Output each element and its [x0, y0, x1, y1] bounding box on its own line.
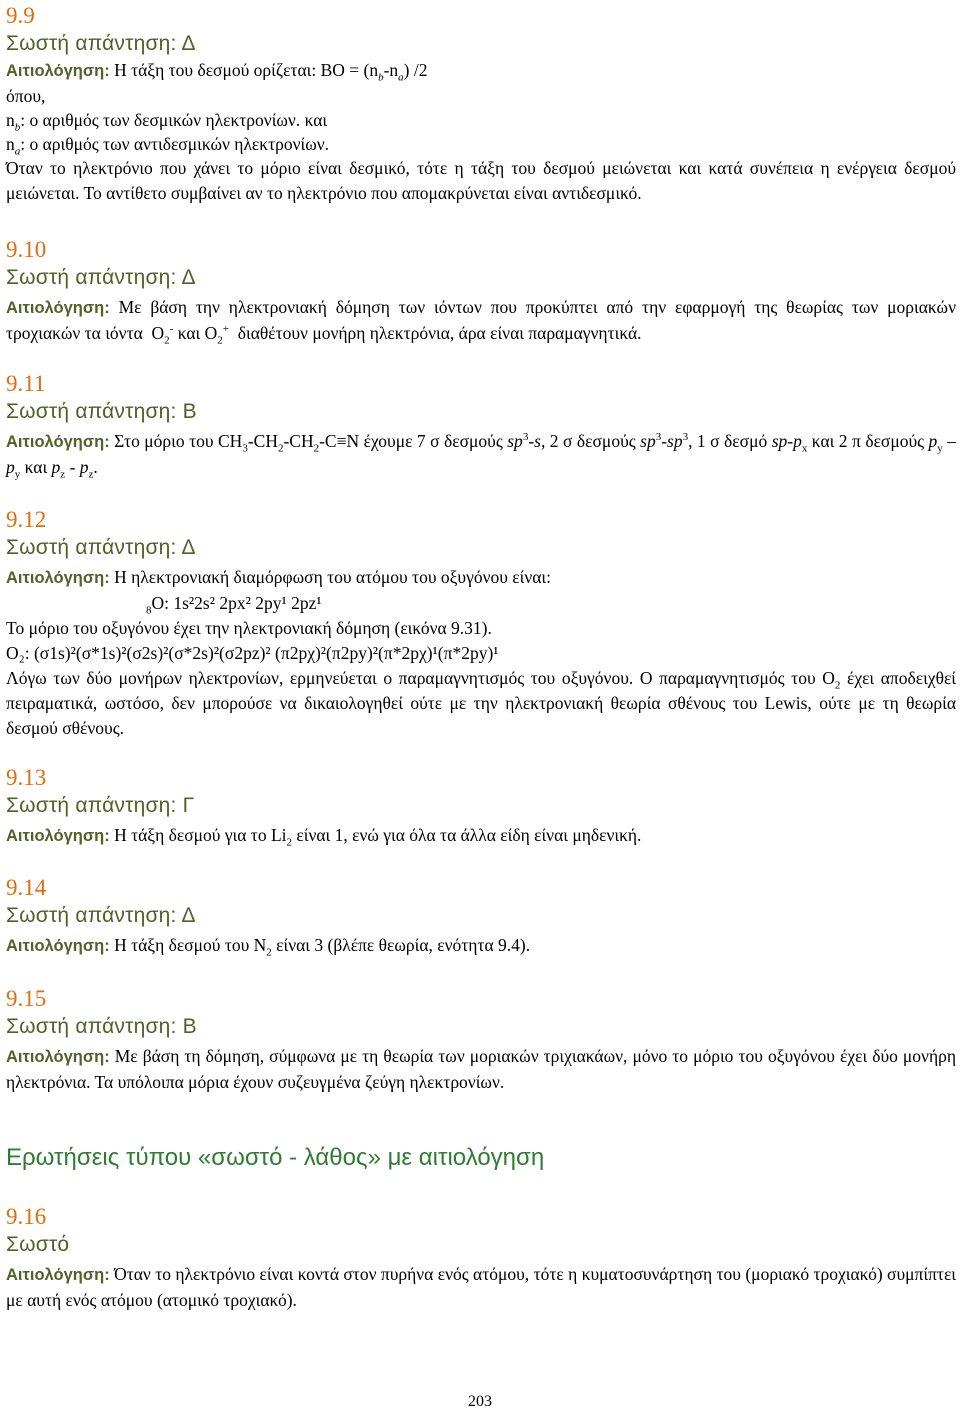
paragraph: Αιτιολόγηση: Με βάση τη δόμηση, σύμφωνα με τη θεωρία των μοριακών τριχιακάων, μόνο το μόριο του οξυγόνου έχει δύο μονήρη ηλεκτρόνια. Τα υπόλοιπα μόρια έχουν συζευγμένα ζεύγη ηλεκτρονίων.	[6, 1046, 957, 1092]
section-number: 9.13	[6, 765, 47, 790]
section-number: 9.10	[6, 237, 47, 262]
correct-answer: Σωστή απάντηση: Γ	[6, 794, 195, 817]
text-line: Αιτιολόγηση: Η τάξη δεσμού για το $Li_2$ είναι 1, ενώ για όλα τα άλλα είδη είναι μηδενική.	[6, 825, 642, 849]
heading-title: Ερωτήσεις τύπου «σωστό - λάθος» με αιτιολόγηση	[6, 1144, 545, 1171]
section-number: 9.12	[6, 507, 47, 532]
correct-answer: Σωστή απάντηση: Β	[6, 400, 197, 423]
electron-configuration: $_8$O: 1s²2s² 2px² 2py¹ 2pz¹	[146, 593, 322, 617]
text-line: $n_a$: ο αριθμός των αντιδεσμικών ηλεκτρονίων.	[6, 134, 330, 158]
text-line: $n_b$: ο αριθμός των δεσμικών ηλεκτρονίων. και	[6, 110, 328, 134]
justification-label: Αιτιολόγηση:	[6, 827, 110, 845]
justification-label: Αιτιολόγηση:	[6, 1266, 110, 1284]
section-9-9	[6, 2, 956, 206]
section-number: 9.15	[6, 986, 47, 1011]
section-number: 9.11	[6, 371, 46, 396]
correct-answer: Σωστή απάντηση: Δ	[6, 266, 196, 289]
section-heading	[6, 1144, 956, 1172]
section-9-13	[6, 764, 956, 849]
paragraph: Όταν το ηλεκτρόνιο που χάνει το μόριο είναι δεσμικό, τότε η τάξη του δεσμού μειώνεται και κατά συνέπεια η ενέργεια δεσμού μειώνεται. Το αντίθετο συμβαίνει αν το ηλεκτρόνιο που απομακρύνεται είναι αντιδεσμικό.	[6, 158, 956, 203]
section-number: 9.9	[6, 3, 35, 28]
justification-label: Αιτιολόγηση:	[6, 569, 110, 587]
text-line: Το μόριο του οξυγόνου έχει την ηλεκτρονιακή δόμηση (εικόνα 9.31).	[6, 618, 492, 638]
section-9-11	[6, 370, 956, 480]
text-line: Αιτιολόγηση: Η ηλεκτρονιακή διαμόρφωση του ατόμου του οξυγόνου είναι:	[6, 567, 551, 587]
paragraph: Αιτιολόγηση: Όταν το ηλεκτρόνιο είναι κοντά στον πυρήνα ενός ατόμου, τότε η κυματοσυνάρτηση του (μοριακό τροχιακό) συμπίπτει με αυτή ενός ατόμου (ατομικό τροχιακό).	[6, 1264, 956, 1310]
justification-label: Αιτιολόγηση:	[6, 299, 110, 317]
section-number: 9.16	[6, 1204, 47, 1229]
mo-configuration: O₂: (σ1s)²(σ*1s)²(σ2s)²(σ*2s)²(σ2pz)² (π2pχ)²(π2py)²(π*2pχ)¹(π*2py)¹	[6, 643, 499, 663]
section-9-15	[6, 985, 956, 1095]
justification-label: Αιτιολόγηση:	[6, 62, 110, 80]
section-9-16	[6, 1203, 956, 1313]
correct-answer: Σωστή απάντηση: Β	[6, 1015, 197, 1038]
section-9-10	[6, 236, 956, 346]
section-9-14	[6, 874, 956, 959]
paragraph: Αιτιολόγηση: Στο μόριο του $CH_3-CH_2-CH_2-C\equiv N$ έχουμε 7 σ δεσμούς $sp^3-s$, 2 σ δεσμούς $sp^3-sp^3$, 1 σ δεσμό $sp-p_x$ και 2 π δεσμούς $p_y - p_y$ και $p_z - p_z$.	[6, 431, 957, 481]
section-9-12	[6, 506, 956, 741]
paragraph: Λόγω των δύο μονήρων ηλεκτρονίων, ερμηνεύεται ο παραμαγνητισμός του οξυγόνου. Ο παραμαγνητισμός του $O_2$ έχει αποδειχθεί πειραματικά, ωστόσο, δεν μπορούσε να δικαιολογηθεί ούτε με την ηλεκτρονιακή θεωρία σθένους του Lewis, ούτε με τη θεωρία δεσμού σθένους.	[6, 668, 957, 738]
justification-label: Αιτιολόγηση:	[6, 937, 110, 955]
justification-label: Αιτιολόγηση:	[6, 433, 110, 451]
correct-answer: Σωστό	[6, 1233, 70, 1256]
page-number: 203	[468, 1393, 492, 1410]
justification-line: Αιτιολόγηση: Η τάξη του δεσμού ορίζεται: $BO = (n_b-n_a)$ /2	[6, 60, 428, 84]
correct-answer: Σωστή απάντηση: Δ	[6, 904, 196, 927]
justification-label: Αιτιολόγηση:	[6, 1048, 110, 1066]
correct-answer: Σωστή απάντηση: Δ	[6, 536, 196, 559]
correct-answer: Σωστή απάντηση: Δ	[6, 32, 196, 55]
section-number: 9.14	[6, 875, 47, 900]
text-line: Αιτιολόγηση: Η τάξη δεσμού του $N_2$ είναι 3 (βλέπε θεωρία, ενότητα 9.4).	[6, 935, 531, 959]
text-line: όπου,	[6, 86, 46, 106]
paragraph: Αιτιολόγηση: Με βάση την ηλεκτρονιακή δόμηση των ιόντων που προκύπτει από την εφαρμογή της θεωρίας των μοριακών τροχιακών τα ιόντα $O_2^-$ και $O_2^+$ διαθέτουν μονήρη ηλεκτρόνια, άρα είναι παραμαγνητικά.	[6, 297, 956, 347]
